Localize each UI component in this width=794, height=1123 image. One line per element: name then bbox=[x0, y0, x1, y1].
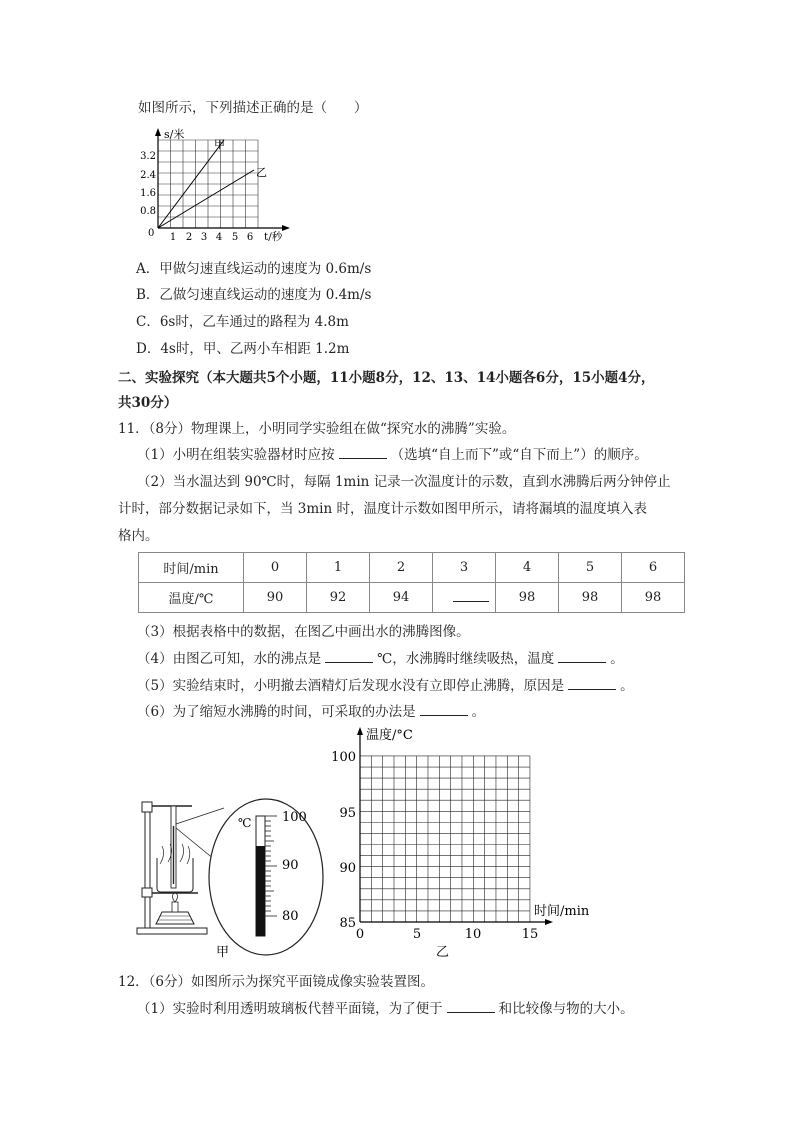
figure-caption: 乙 bbox=[436, 945, 450, 960]
q11-part3: （3）根据表格中的数据，在图乙中画出水的沸腾图像。 bbox=[137, 624, 470, 640]
stand-rod bbox=[145, 802, 150, 930]
q11-data-table bbox=[138, 552, 685, 613]
answer-blank bbox=[568, 677, 616, 690]
q10-ytick: 3.2 bbox=[140, 151, 156, 162]
table-cell: 94 bbox=[370, 583, 433, 613]
q11-part1 bbox=[137, 443, 648, 463]
q10-xtick: 3 bbox=[200, 232, 208, 243]
yi-ytick: 95 bbox=[339, 806, 356, 821]
q12-stem: 12．（6分）如图所示为探究平面镜成像实验装置图。 bbox=[118, 974, 435, 990]
table-cell: 98 bbox=[559, 583, 622, 613]
yi-xtick: 15 bbox=[521, 927, 539, 942]
alcohol-lamp bbox=[156, 912, 194, 924]
q10-distance-time-graph bbox=[128, 128, 298, 246]
table-row bbox=[139, 553, 685, 583]
q10-series-yi-line bbox=[158, 170, 254, 228]
q11-part5-text-end: 。 bbox=[620, 678, 634, 694]
yi-ytick: 85 bbox=[339, 916, 356, 931]
q10-ytick: 0.8 bbox=[140, 206, 156, 217]
q11-part4-text-mid: ℃，水沸腾时继续吸热，温度 bbox=[377, 651, 555, 667]
answer-blank bbox=[339, 446, 387, 459]
q10-option-b: B．乙做匀速直线运动的速度为 0.4m/s bbox=[136, 287, 372, 303]
yi-ytick: 100 bbox=[331, 750, 356, 765]
q12-part1-text-end: 和比较像与物的大小。 bbox=[498, 1001, 634, 1017]
yi-ytick: 90 bbox=[339, 861, 356, 876]
answer-blank bbox=[558, 650, 606, 663]
yi-ylabel: 温度/°C bbox=[366, 728, 413, 743]
answer-blank bbox=[453, 589, 489, 602]
answer-blank bbox=[420, 703, 468, 716]
q10-ylabel: s/米 bbox=[164, 128, 185, 141]
yi-xtick: 5 bbox=[412, 927, 422, 942]
thermometer-tick-label: 100 bbox=[282, 810, 307, 825]
q10-series-jia-label: 甲 bbox=[214, 138, 225, 151]
table-cell: 2 bbox=[370, 553, 433, 583]
q10-xtick: 2 bbox=[185, 232, 193, 243]
table-cell: 98 bbox=[622, 583, 685, 613]
q10-series-yi-label: 乙 bbox=[256, 166, 267, 179]
q11-figure-jia bbox=[132, 796, 337, 962]
thermometer-unit: ℃ bbox=[238, 816, 252, 830]
table-row bbox=[139, 583, 685, 613]
q10-option-d: D．4s时，甲、乙两小车相距 1.2m bbox=[136, 341, 350, 357]
table-cell: 92 bbox=[307, 583, 370, 613]
section-heading-cont: 共30分） bbox=[118, 395, 178, 411]
table-cell: 1 bbox=[307, 553, 370, 583]
figure-caption: 甲 bbox=[216, 945, 230, 960]
q10-xtick: 5 bbox=[231, 232, 239, 243]
q11-part5-text: （5）实验结束时，小明撤去酒精灯后发现水没有立即停止沸腾，原因是 bbox=[137, 678, 565, 694]
grid-lines bbox=[360, 756, 530, 922]
q11-part1-text: （1）小明在组装实验器材时应按 bbox=[137, 447, 335, 463]
answer-blank bbox=[447, 1000, 495, 1013]
q10-xtick: 1 bbox=[169, 232, 177, 243]
q11-part5 bbox=[137, 674, 634, 694]
q11-stem: 11．（8分）物理课上，小明同学实验组在做“探究水的沸腾”实验。 bbox=[118, 421, 516, 437]
stand-base bbox=[137, 928, 207, 934]
q11-part2-line2: 计时，部分数据记录如下，当 3min 时，温度计示数如图甲所示，请将漏填的温度填入表 bbox=[118, 501, 647, 517]
q10-origin: 0 bbox=[148, 228, 155, 239]
q10-xtick: 4 bbox=[215, 232, 223, 243]
q10-xtick: 6 bbox=[246, 232, 254, 243]
q10-ytick: 2.4 bbox=[140, 170, 156, 181]
table-cell: 0 bbox=[244, 553, 307, 583]
yi-xtick: 0 bbox=[355, 927, 365, 942]
table-header-time: 时间/min bbox=[139, 553, 244, 583]
section-heading: 二、实验探究（本大题共5个小题，11小题8分，12、13、14小题各6分，15小题4分， bbox=[118, 370, 655, 386]
table-header-temp: 温度/℃ bbox=[139, 583, 244, 613]
q11-part1-text-end: （选填“自上而下”或“自下而上”）的顺序。 bbox=[390, 447, 648, 463]
q10-option-c: C．6s时，乙车通过的路程为 4.8m bbox=[136, 314, 349, 330]
q11-figure-yi bbox=[331, 722, 601, 962]
q10-grid bbox=[158, 140, 258, 228]
q11-part2-line1: （2）当水温达到 90℃时，每隔 1min 记录一次温度计的示数，直到水沸腾后两分钟停止 bbox=[137, 474, 671, 490]
q11-part6 bbox=[137, 700, 485, 720]
yi-xtick: 10 bbox=[464, 927, 482, 942]
mercury-column bbox=[256, 846, 265, 936]
table-cell: 90 bbox=[244, 583, 307, 613]
q11-part6-text: （6）为了缩短水沸腾的时间，可采取的办法是 bbox=[137, 704, 416, 720]
q10-option-a: A．甲做匀速直线运动的速度为 0.6m/s bbox=[136, 261, 372, 277]
q11-part6-text-end: 。 bbox=[471, 704, 486, 720]
table-cell: 5 bbox=[559, 553, 622, 583]
q10-ytick: 1.6 bbox=[140, 188, 156, 199]
q10-xlabel: t/秒 bbox=[264, 231, 283, 243]
q11-part2-line3: 格内。 bbox=[118, 528, 159, 544]
q11-part4 bbox=[137, 647, 624, 667]
q12-part1-text: （1）实验时利用透明玻璃板代替平面镜，为了便于 bbox=[137, 1001, 443, 1017]
table-cell-missing bbox=[433, 583, 496, 613]
q11-part4-text: （4）由图乙可知，水的沸点是 bbox=[137, 651, 322, 667]
table-cell: 3 bbox=[433, 553, 496, 583]
q12-part1 bbox=[137, 997, 634, 1017]
thermometer-tick-label: 90 bbox=[282, 858, 299, 873]
table-cell: 6 bbox=[622, 553, 685, 583]
answer-blank bbox=[325, 650, 373, 663]
table-cell: 98 bbox=[496, 583, 559, 613]
q10-stem: 如图所示，下列描述正确的是（ ） bbox=[138, 100, 368, 116]
q11-part4-text-end: 。 bbox=[610, 651, 624, 667]
yi-xlabel: 时间/min bbox=[534, 904, 590, 919]
thermometer-tick-label: 80 bbox=[282, 909, 299, 924]
table-cell: 4 bbox=[496, 553, 559, 583]
